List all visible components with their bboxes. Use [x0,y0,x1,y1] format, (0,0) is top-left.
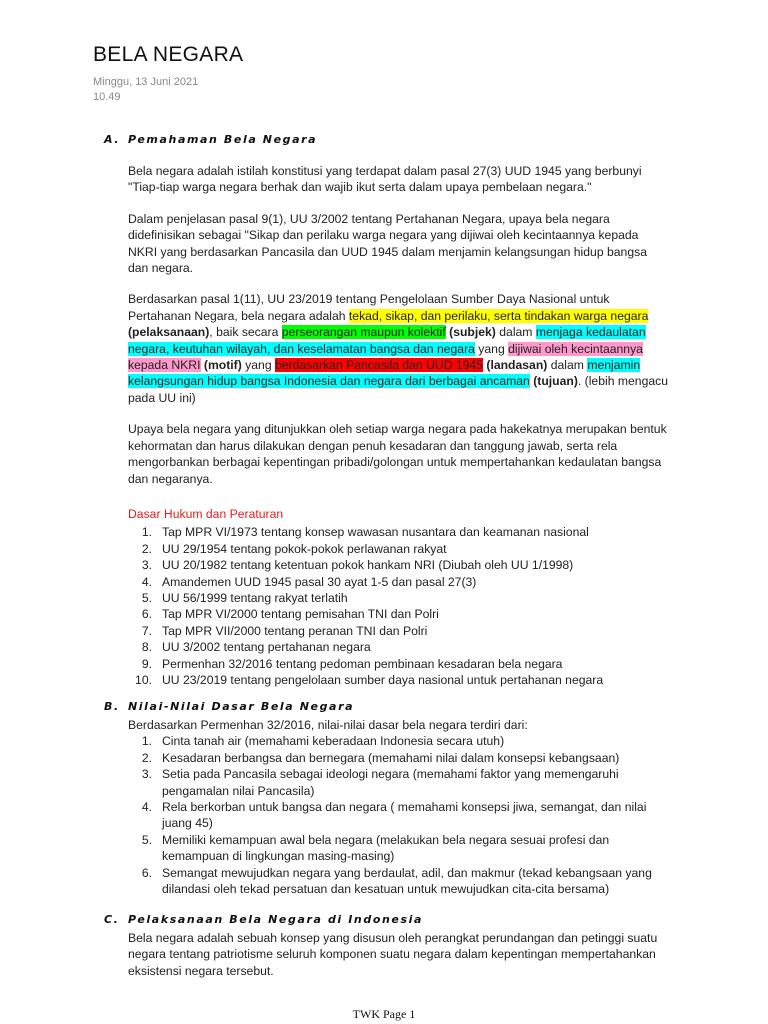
highlight-tujuan: menjamin kelangsungan hidup bangsa Indonesia dan negara dari berbagai ancaman [128,358,641,389]
section-a-body [128,163,668,502]
list-item [128,623,668,639]
section-c-heading [104,913,423,926]
list-item-text: Kesadaran berbangsa dan bernegara (memahami nilai dalam konsepsi kebangsaan) [162,750,620,765]
list-item [128,656,668,672]
section-a-paragraph-4: Upaya bela negara yang ditunjukkan oleh setiap warga negara pada hakekatnya merupakan bentuk kehormatan dan harus dilakukan dengan penuh kesadaran dan tanggung jawab, serta rela mengorbankan berbagai kepentingan pribadi/golongan untuk mempertahankan kedaulatan bangsa dan negaranya. [128,422,667,486]
list-item-text: UU 29/1954 tentang pokok-pokok perlawanan rakyat [162,541,447,556]
legal-basis-block [128,506,668,688]
list-item-text: Tap MPR VI/2000 tentang pemisahan TNI dan Polri [162,607,439,622]
list-item-number: 1. [141,734,152,749]
label-tujuan: (tujuan) [529,374,578,389]
list-item-number: 6. [141,865,152,880]
label-pelaksanaan: (pelaksanaan) [128,325,210,340]
list-item-number: 4. [141,800,152,815]
p3-text-7: . (lebih mengacu pada UU ini) [128,374,668,405]
list-item-text: UU 56/1999 tentang rakyat terlatih [162,591,348,606]
list-item-number: 3. [141,558,152,573]
section-a-heading [104,133,317,146]
section-a-letter: A. [104,133,121,146]
list-item-text: Semangat mewujudkan negara yang berdaulat, adil, dan makmur (tekad kebangsaan yang dilandasi oleh tekad persatuan dan kesatuan untuk mewujudkan cita-cita bersama) [162,865,652,897]
list-item-number: 6. [141,607,152,622]
p3-text-5: yang [241,358,275,373]
list-item [128,590,668,606]
section-c-title: Pelaksanaan Bela Negara di Indonesia [128,913,424,926]
list-item-number: 7. [141,623,152,638]
list-item [128,865,668,898]
list-item-text: UU 3/2002 tentang pertahanan negara [162,640,371,655]
list-item [128,606,668,622]
section-a-paragraph-2: Dalam penjelasan pasal 9(1), UU 3/2002 tentang Pertahanan Negara, upaya bela negara didefinisikan sebagai "Sikap dan perilaku warga negara yang dijiwai oleh kecintaannya kepada NKRI yang berdasarkan Pancasila dan UUD 1945 dalam menjamin kelangsungan hidup bangsa dan negara. [128,211,647,276]
highlight-motif: dijiwai oleh kecintaannya kepada NKRI [128,341,643,373]
list-item-number: 8. [141,640,152,655]
section-c-body [128,930,668,979]
list-item [128,832,668,865]
legal-basis-list [128,524,668,688]
list-item [128,750,668,766]
list-item [128,574,668,590]
section-c-letter: C. [104,913,120,926]
label-landasan: (landasan) [483,358,548,373]
section-b-heading [104,700,354,713]
list-item [128,541,668,557]
list-item-text: UU 23/2019 tentang pengelolaan sumber daya nasional untuk pertahanan negara [162,673,604,688]
section-b-intro: Berdasarkan Permenhan 32/2016, nilai-nilai dasar bela negara terdiri dari: [128,718,528,732]
section-a-title: Pemahaman Bela Negara [128,133,318,146]
list-item [128,672,668,688]
list-item-text: Rela berkorban untuk bangsa dan negara ( memahami konsepsi jiwa, semangat, dan nilai juang 45) [162,800,647,831]
highlight-landasan: berdasarkan Pancasila dan UUD 1945 [275,358,483,373]
list-item [128,799,668,832]
list-item-text: Tap MPR VII/2000 tentang peranan TNI dan Polri [162,623,428,638]
list-item-number: 4. [141,574,152,589]
p3-text-2: , baik secara [209,325,282,340]
legal-basis-heading: Dasar Hukum dan Peraturan [128,507,284,521]
list-item-number: 1. [141,525,152,540]
p3-text-3: dalam [495,325,536,340]
list-item-text: Setia pada Pancasila sebagai ideologi negara (memahami faktor yang memengaruhi pengamalan nilai Pancasila) [162,767,619,798]
highlight-pelaksanaan: tekad, sikap, dan perilaku, serta tindakan warga negara [348,308,649,323]
list-item-text: Cinta tanah air (memahami keberadaan Indonesia secara utuh) [162,734,505,749]
list-item-number: 9. [141,656,152,671]
label-motif: (motif) [200,358,242,373]
page-date: Minggu, 13 Juni 2021 [93,76,199,88]
list-item-text: Tap MPR VI/1973 tentang konsep wawasan nusantara dan keamanan nasional [162,525,589,540]
list-item-number: 5. [141,591,152,606]
label-subjek: (subjek) [445,325,496,340]
list-item-text: UU 20/1982 tentang ketentuan pokok hankam NRI (Diubah oleh UU 1/1998) [162,558,574,573]
highlight-tujuan-menjaga: menjaga kedaulatan negara, keutuhan wilayah, dan keselamatan bangsa dan negara [128,325,646,356]
list-item [128,733,668,749]
list-item [128,524,668,540]
list-item [128,766,668,799]
highlight-subjek: perseorangan maupun kolektif [281,325,446,340]
list-item-number: 5. [141,832,152,847]
section-b-body [128,717,668,897]
section-b-title: Nilai-Nilai Dasar Bela Negara [128,700,355,713]
page-meta [93,75,198,105]
p3-text-6: dalam [547,358,588,373]
page-title: BELA NEGARA [93,43,244,66]
p3-text-4: yang [474,341,509,356]
values-list [128,733,668,897]
list-item [128,639,668,655]
section-a-paragraph-3 [128,291,668,406]
section-b-letter: B. [104,700,120,713]
list-item-text: Amandemen UUD 1945 pasal 30 ayat 1-5 dan pasal 27(3) [162,574,477,589]
page-time: 10.49 [93,91,121,103]
list-item-number: 3. [141,767,152,782]
list-item-number: 10. [135,673,152,688]
list-item-number: 2. [141,750,152,765]
list-item-text: Memiliki kemampuan awal bela negara (melakukan bela negara sesuai profesi dan kemampuan di lingkungan masing-masing) [162,832,610,864]
page-footer: TWK Page 1 [352,1007,416,1021]
list-item-number: 2. [141,541,152,556]
list-item [128,557,668,573]
p3-text-1: Berdasarkan pasal 1(11), UU 23/2019 tentang Pengelolaan Sumber Daya Nasional untuk Pertahanan Negara, bela negara adalah [128,292,610,323]
list-item-text: Permenhan 32/2016 tentang pedoman pembinaan kesadaran bela negara [162,656,563,671]
section-a-paragraph-1: Bela negara adalah istilah konstitusi yang terdapat dalam pasal 27(3) UUD 1945 yang berbunyi "Tiap-tiap warga negara berhak dan wajib ikut serta dalam upaya pembelaan negara." [128,164,642,195]
section-c-paragraph-1: Bela negara adalah sebuah konsep yang disusun oleh perangkat perundangan dan petinggi suatu negara tentang patriotisme seluruh komponen suatu negara dalam kepentingan mempertahankan eksistensi negara tersebut. [128,931,658,978]
